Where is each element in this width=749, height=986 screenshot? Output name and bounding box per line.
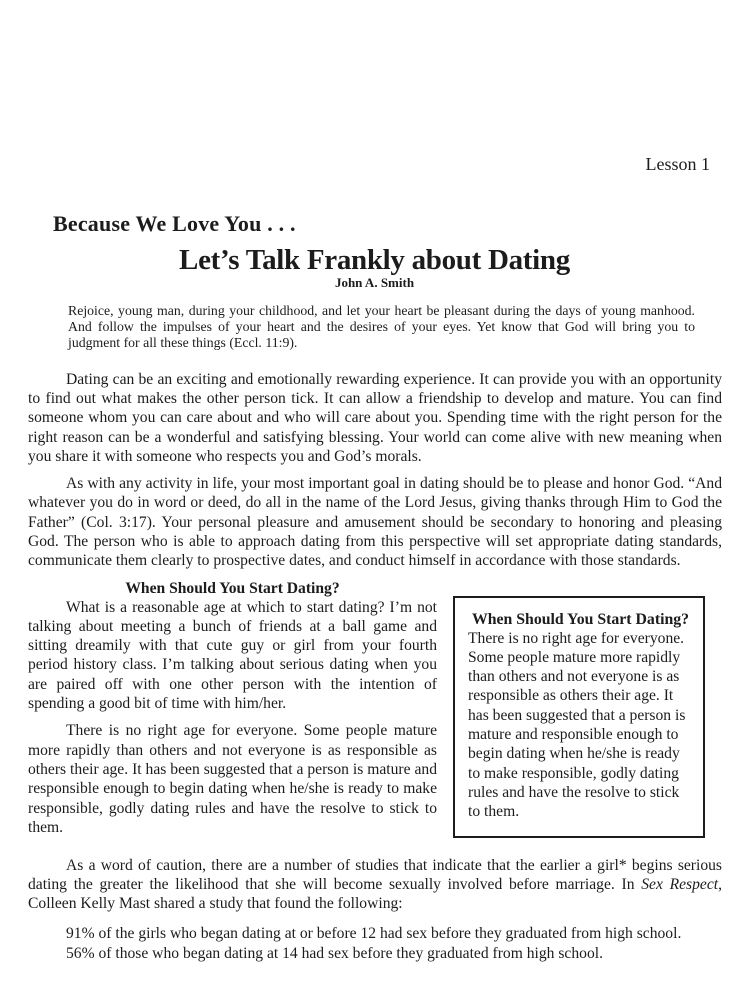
statistics-list [66,924,722,964]
two-column-section [28,579,749,838]
page-title: Let’s Talk Frankly about Dating [179,244,570,276]
column-paragraph-2: There is no right age for everyone. Some people mature more rapidly than others and not everyone is as responsible as others their age. It has been suggested that a person is mature and responsible enough to begin dating when he/she is ready to make responsible, godly dating rules and have the resolve to stick to them. [28,722,437,836]
section-heading: When Should You Start Dating? [125,579,340,597]
body-paragraph-1: Dating can be an exciting and emotionally rewarding experience. It can provide you with an opportunity to find out what makes the other person tick. It can allow a friendship to develop and mature. You can find someone whom you can care about and who will care about you. Spending time with the right person for the right reason can be a wonderful and satisfying blessing. Your world can come alive with new meaning when you share it with someone who respects you and God’s morals. [28,370,722,465]
sidebar-body: There is no right age for everyone. Some people mature more rapidly than others and not everyone is as responsible as others their age. It has been suggested that a person is mature and responsible enough to begin dating when he/she is ready to make responsible, godly dating rules and have the resolve to stick to them. [468,629,686,821]
caution-text-after: , Colleen Kelly Mast shared a study that found the following: [28,875,722,913]
caution-text-before: As a word of caution, there are a number of studies that indicate that the earlier a girl* begins serious dating the greater the likelihood that she will become sexually involved before marriage. In [28,856,722,893]
kicker-heading: Because We Love You . . . [53,211,296,236]
caution-book-title: Sex Respect [641,875,719,893]
epigraph-quote: Rejoice, young man, during your childhood, and let your heart be pleasant during the days of young manhood. And follow the impulses of your heart and the desires of your eyes. Yet know that God will bring you to judgment for all these things (Eccl. 11:9). [68,303,695,351]
column-paragraph-1: What is a reasonable age at which to start dating? I’m not talking about meeting a bunch of friends at a ball game and sitting dreamily with that cute guy or girl from your fourth period history class. I’m talking about serious dating when you are paired off with one other person with the intention of spending a good bit of time with him/her. [28,598,437,713]
stat-line-1: 91% of the girls who began dating at or before 12 had sex before they graduated from high school. [66,925,682,943]
byline: John A. Smith [334,275,415,290]
sidebar-heading: When Should You Start Dating? [471,610,690,628]
lesson-label: Lesson 1 [645,154,710,174]
left-column [28,579,437,838]
body-paragraph-2: As with any activity in life, your most important goal in dating should be to please and honor God. “And whatever you do in word or deed, do all in the name of the Lord Jesus, giving thanks through Him to God the Father” (Col. 3:17). Your personal pleasure and amusement should be secondary to honoring and pleasing God. The person who is able to approach dating from this perspective will set appropriate dating standards, communicate them clearly to prospective dates, and conduct himself in accordance with those standards. [28,475,722,570]
stat-line-2: 56% of those who began dating at 14 had sex before they graduated from high school. [66,945,603,963]
caution-paragraph [28,856,722,914]
sidebar-box [453,596,705,838]
